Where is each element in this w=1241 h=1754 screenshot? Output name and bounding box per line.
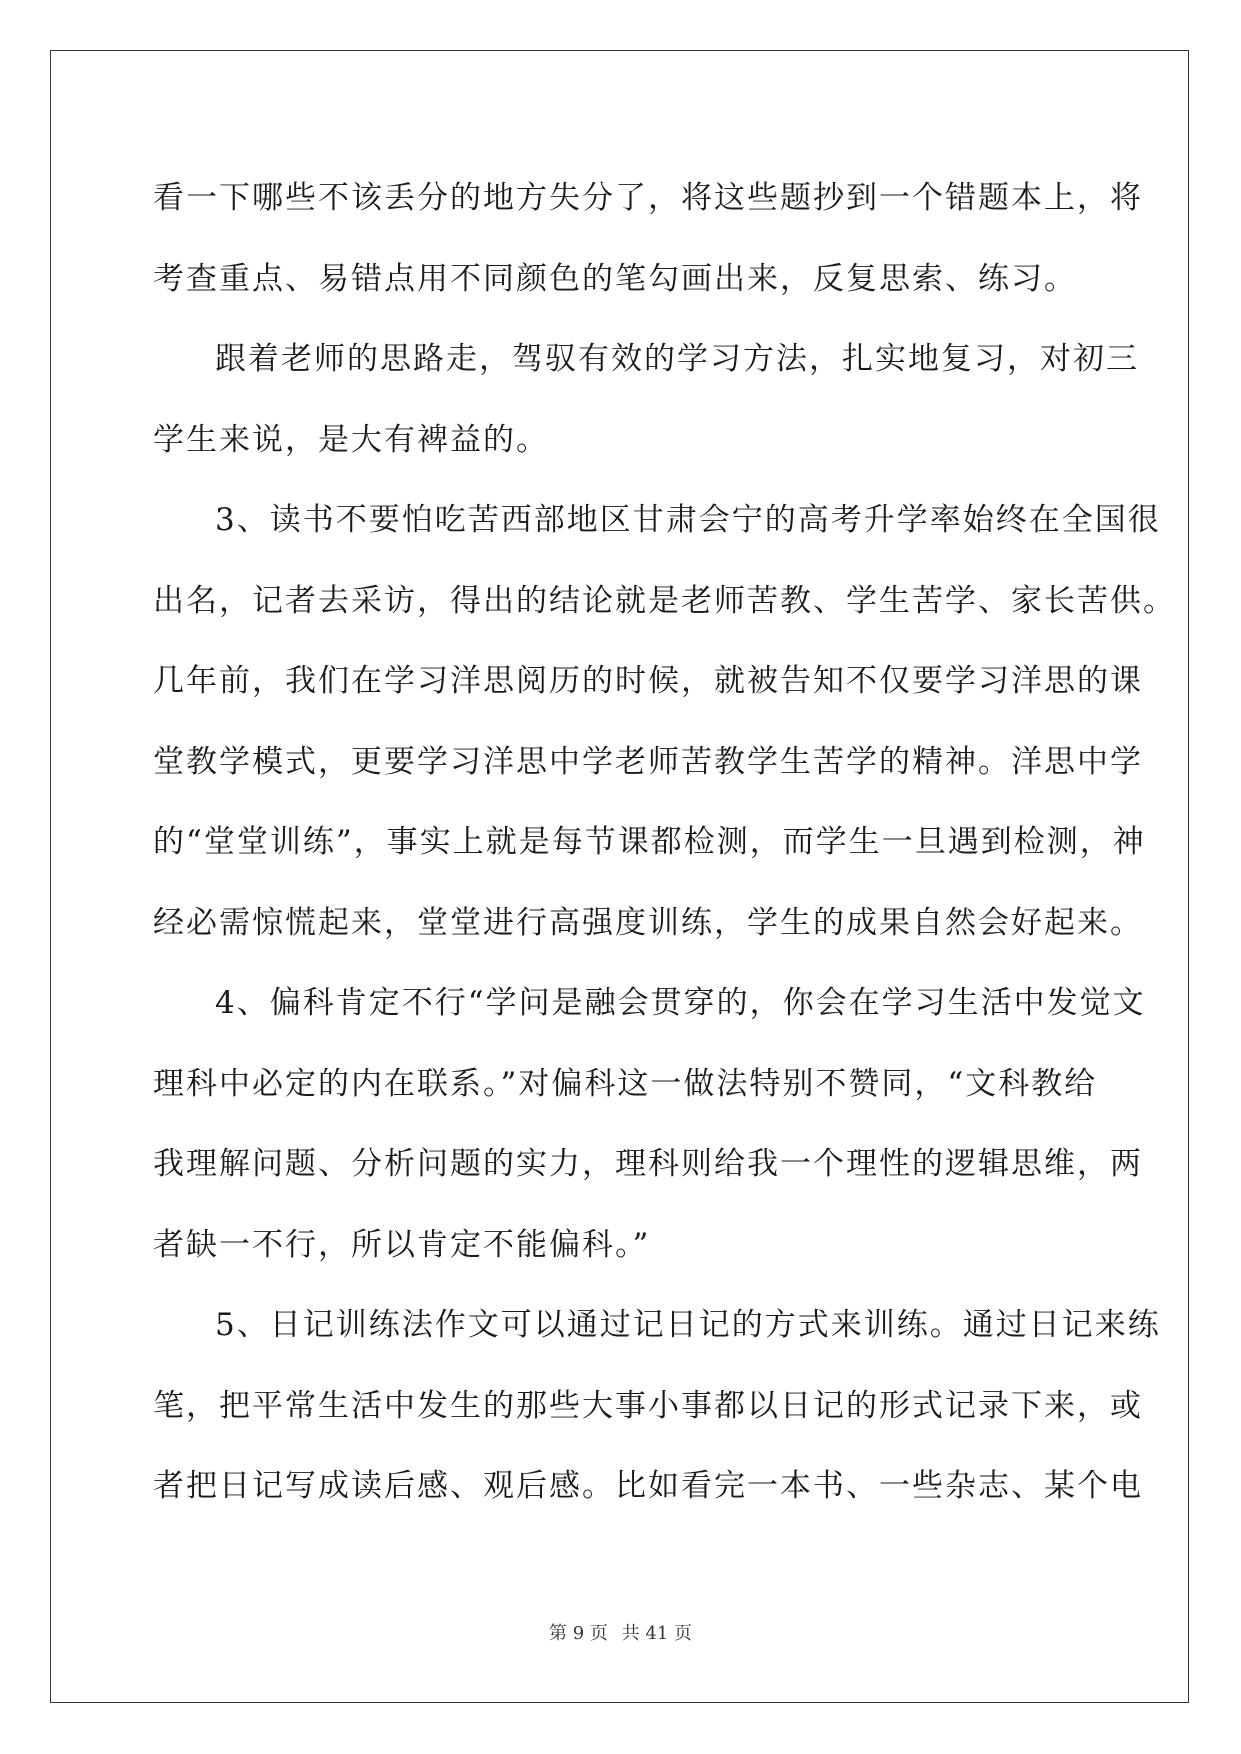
text-line: 出名，记者去采访，得出的结论就是老师苦教、学生苦学、家长苦供。 xyxy=(153,582,1176,619)
text-line: 笔，把平常生活中发生的那些大事小事都以日记的形式记录下来，或 xyxy=(153,1387,1143,1424)
page-number: 第 9 页 xyxy=(549,1623,608,1644)
text-line: 我理解问题、分析问题的实力，理科则给我一个理性的逻辑思维，两 xyxy=(153,1146,1143,1182)
text-line: 堂教学模式，更要学习洋思中学老师苦教学生苦学的精神。洋思中学 xyxy=(153,743,1143,780)
text-line: 者缺一不行，所以肯定不能偏科。” xyxy=(153,1226,651,1263)
page-total: 共 41 页 xyxy=(621,1623,692,1644)
text-line: 4、偏科肯定不行“学问是融会贯穿的，你会在学习生活中发觉文 xyxy=(215,985,1146,1021)
text-line: 者把日记写成读后感、观后感。比如看完一本书、一些杂志、某个电 xyxy=(153,1468,1143,1504)
text-line: 理科中必定的内在联系。”对偏科这一做法特别不赞同，“文科教给 xyxy=(153,1065,1098,1102)
text-line: 跟着老师的思路走，驾驭有效的学习方法，扎实地复习，对初三 xyxy=(215,341,1139,377)
document-body xyxy=(153,158,1176,1527)
text-line: 的“堂堂训练”，事实上就是每节课都检测，而学生一旦遇到检测，神 xyxy=(153,824,1146,860)
text-line: 几年前，我们在学习洋思阅历的时候，就被告知不仅要学习洋思的课 xyxy=(153,663,1143,699)
text-line: 经必需惊慌起来，堂堂进行高强度训练，学生的成果自然会好起来。 xyxy=(153,904,1143,941)
text-line: 3、读书不要怕吃苦西部地区甘肃会宁的高考升学率始终在全国很 xyxy=(215,502,1161,538)
page-footer xyxy=(0,1619,1241,1645)
text-line: 考查重点、易错点用不同颜色的笔勾画出来，反复思索、练习。 xyxy=(153,260,1077,297)
text-line: 5、日记训练法作文可以通过记日记的方式来训练。通过日记来练 xyxy=(215,1307,1161,1343)
text-line: 看一下哪些不该丢分的地方失分了，将这些题抄到一个错题本上，将 xyxy=(153,180,1143,216)
text-line: 学生来说，是大有裨益的。 xyxy=(153,421,549,458)
